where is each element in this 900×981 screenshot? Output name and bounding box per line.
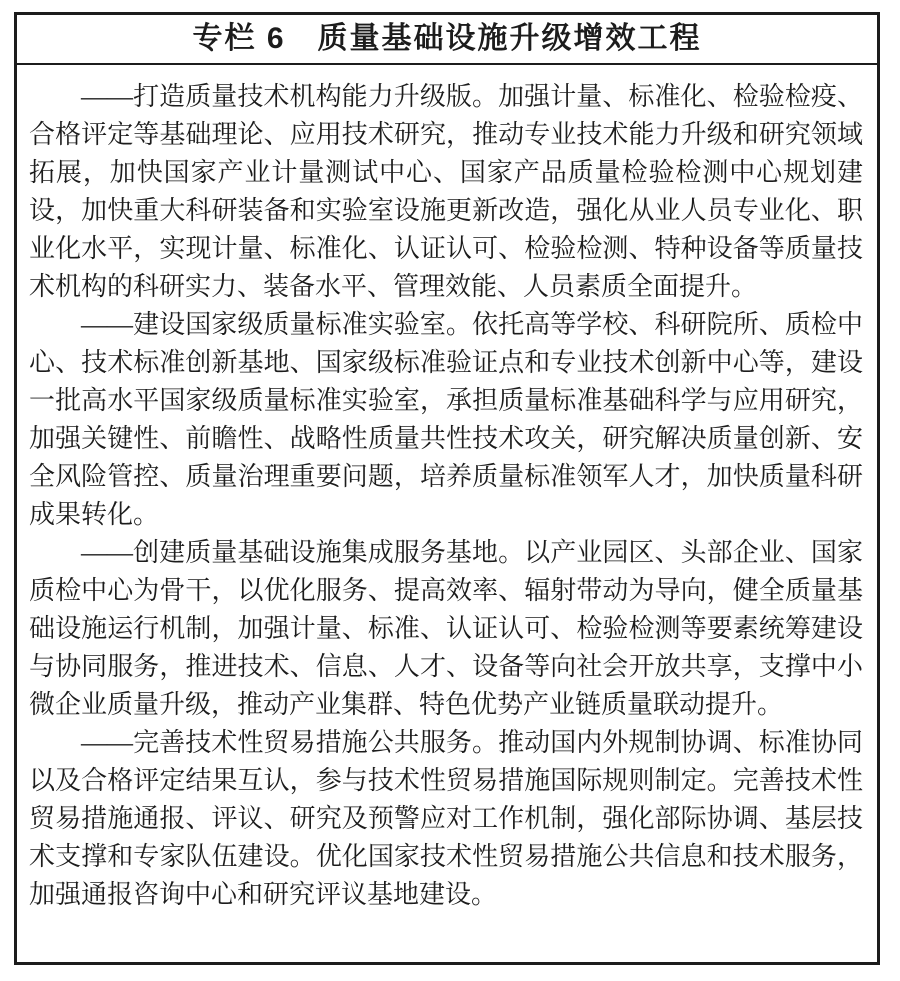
callout-box	[14, 12, 880, 965]
paragraph-technical-trade-measures: ——完善技术性贸易措施公共服务。推动国内外规制协调、标准协同以及合格评定结果互认，参与技术性贸易措施国际规则制定。完善技术性贸易措施通报、评议、研究及预警应对工作机制，强化部际协调、基层技术支撑和专家队伍建设。优化国家技术性贸易措施公共信息和技术服务，加强通报咨询中心和研究评议基地建设。	[29, 728, 863, 909]
callout-body	[17, 65, 877, 914]
paragraph-integrated-service-bases: ——创建质量基础设施集成服务基地。以产业园区、头部企业、国家质检中心为骨干，以优化服务、提高效率、辐射带动为导向，健全质量基础设施运行机制，加强计量、标准、认证认可、检验检测等要素统筹建设与协同服务，推进技术、信息、人才、设备等向社会开放共享，支撑中小微企业质量升级，推动产业集群、特色优势产业链质量联动提升。	[29, 538, 863, 719]
paragraph-quality-tech-institutions: ——打造质量技术机构能力升级版。加强计量、标准化、检验检疫、合格评定等基础理论、应用技术研究，推动专业技术能力升级和研究领域拓展，加快国家产业计量测试中心、国家产品质量检验检测中心规划建设，加快重大科研装备和实验室设施更新改造，强化从业人员专业化、职业化水平，实现计量、标准化、认证认可、检验检测、特种设备等质量技术机构的科研实力、装备水平、管理效能、人员素质全面提升。	[29, 82, 863, 301]
callout-title: 专栏 6 质量基础设施升级增效工程	[17, 15, 877, 65]
paragraph-national-quality-standard-labs: ——建设国家级质量标准实验室。依托高等学校、科研院所、质检中心、技术标准创新基地、国家级标准验证点和专业技术创新中心等，建设一批高水平国家级质量标准实验室，承担质量标准基础科学与应用研究，加强关键性、前瞻性、战略性质量共性技术攻关，研究解决质量创新、安全风险管控、质量治理重要问题，培养质量标准领军人才，加快质量科研成果转化。	[29, 310, 863, 529]
